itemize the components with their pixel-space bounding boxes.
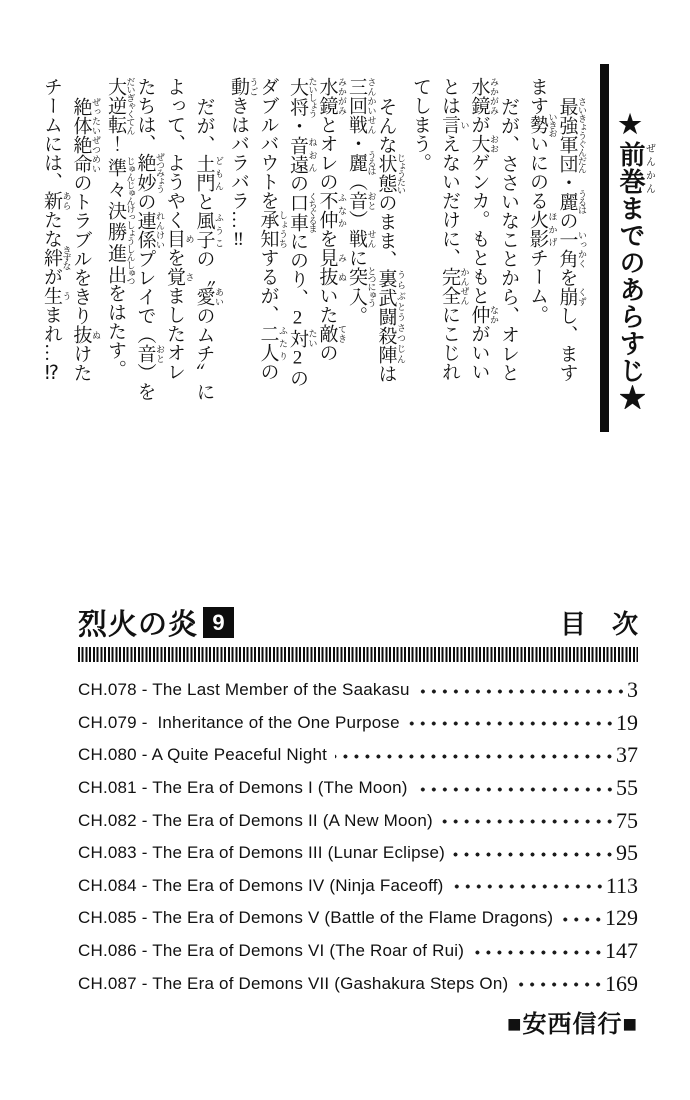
dot-leader — [335, 754, 615, 759]
ruby-word: 勢 いきお — [527, 112, 558, 137]
upright-digit: 2 — [287, 347, 308, 369]
ruby-word: 音遠 ねおん — [287, 135, 318, 174]
dot-leader — [416, 787, 615, 792]
ruby-word: 三回戦 さんかいせん — [346, 77, 377, 134]
chapter-label: CH.087 - The Era of Demons VII (Gashakura Steps On) — [78, 973, 509, 993]
ruby-word: 新 あら — [41, 191, 72, 210]
ruby-word: 不仲 ふなか — [316, 191, 347, 229]
ruby-word: 戦 せん — [346, 229, 377, 248]
synopsis-section — [37, 64, 654, 434]
ruby-word: 音 おと — [346, 191, 377, 210]
ruby-word: 見抜 みぬ — [316, 248, 347, 286]
ruby-word: 生 う — [41, 286, 72, 305]
chapter-label: CH.079 - Inheritance of the One Purpose — [78, 712, 400, 732]
toc-row — [78, 772, 638, 805]
ruby-word: 絆 きずな — [41, 245, 72, 270]
ruby-word: 完全 かんぜん — [439, 267, 470, 305]
ruby-word: 絶妙 ぜつみょう — [134, 152, 165, 193]
ruby-word: 前巻ぜんかん — [616, 141, 655, 195]
ruby-word: 大 おお — [468, 134, 499, 153]
ruby-word: 崩 くず — [556, 287, 587, 306]
toc-row — [78, 935, 638, 968]
chapter-page-number: 147 — [605, 938, 638, 964]
chapter-page-number: 169 — [605, 970, 638, 996]
chapter-label: CH.084 - The Era of Demons IV (Ninja Faceoff) — [78, 875, 444, 895]
stripe-divider — [78, 647, 638, 662]
dot-leader — [561, 917, 604, 922]
ruby-word: 連係 れんけい — [134, 211, 165, 249]
toc-chapter-list — [78, 674, 638, 1000]
ruby-word: 大逆転 だいぎゃくてん — [105, 77, 136, 134]
ruby-word: 突入 とつにゅう — [346, 266, 377, 307]
chapter-page-number: 37 — [616, 742, 638, 768]
toc-section — [78, 600, 638, 1050]
ruby-word: 愛 あい — [193, 287, 224, 306]
series-title: 烈火の炎 — [78, 609, 199, 641]
toc-header — [78, 602, 638, 643]
ruby-word: 口車 くちぐるま — [287, 192, 318, 232]
chapter-label: CH.078 - The Last Member of the Saakasu — [78, 680, 410, 700]
chapter-page-number: 3 — [627, 677, 638, 703]
ruby-word: 対 たい — [287, 328, 318, 348]
dot-leader — [472, 950, 604, 955]
dot-leader — [441, 819, 615, 824]
ruby-word: 敵 てき — [316, 324, 347, 343]
chapter-page-number: 129 — [605, 905, 638, 931]
ruby-word: 麗 うるは — [556, 189, 587, 214]
dot-leader — [453, 852, 615, 857]
chapter-label: CH.085 - The Era of Demons V (Battle of the Flame Dragons) — [78, 908, 554, 928]
ruby-word: 土門 どもん — [193, 154, 224, 192]
ruby-word: 承知 しょうち — [257, 210, 288, 248]
ruby-word: 最強軍団 さいきょうぐんだん — [556, 97, 587, 173]
ruby-word: 大将 たいしょう — [287, 77, 318, 117]
ruby-word: 目 め — [164, 229, 195, 248]
ruby-word: 覚 さ — [164, 267, 195, 286]
dot-leader — [408, 721, 615, 726]
toc-row — [78, 870, 638, 903]
ruby-word: 水鏡 みかがみ — [316, 77, 347, 115]
chapter-page-number: 95 — [616, 840, 638, 866]
dot-leader — [418, 689, 626, 694]
volume-number-badge: 9 — [203, 607, 234, 638]
synopsis-divider-bar — [600, 64, 609, 432]
chapter-label: CH.086 - The Era of Demons VI (The Roar of Rui) — [78, 941, 465, 961]
ruby-word: 水鏡 みかがみ — [468, 77, 499, 115]
ruby-word: 風子 ふうこ — [193, 211, 224, 249]
ruby-word: 音 おと — [134, 344, 165, 363]
toc-heading: 目 次 — [559, 609, 638, 639]
chapter-label: CH.081 - The Era of Demons I (The Moon) — [78, 778, 408, 798]
ruby-word: 仲 なか — [468, 305, 499, 324]
synopsis-paragraph: そんな状態 じょうたいのまま、裏武闘殺陣 うらぶとうさつじんは 三回戦 さんかいせん・麗 うるは（音 おと）戦 せんに突入 とつにゅう。 水鏡 みかがみとオレの不仲 ふなかを見抜 みぬいた敵 てきの 大将 たいしょう・音遠 ねおんの口車 くちぐるまにのり、2対 たい2の ダブルバウトを承知 しょうちするが、二人 ふたりの 動 うごきはバラバラ…‼ — [228, 77, 406, 388]
ruby-word: 抜 ぬ — [70, 325, 101, 344]
ruby-word: 麗 うるは — [346, 150, 377, 175]
chapter-page-number: 55 — [616, 775, 638, 801]
toc-row — [78, 804, 638, 837]
author-credit: ■安西信行■ — [507, 1011, 638, 1038]
chapter-page-number: 113 — [605, 872, 638, 898]
ruby-word: 状態 じょうたい — [375, 153, 406, 194]
synopsis-heading: ★前巻ぜんかんまでのあらすじ★ — [616, 110, 655, 411]
ruby-word: 言 い — [439, 115, 470, 134]
toc-row — [78, 674, 638, 707]
toc-row — [78, 837, 638, 870]
ruby-word: 一角 いっかく — [556, 230, 587, 268]
synopsis-paragraph: だが、ささいなことから、オレと 水鏡 みかがみが大 おおゲンカ。もともと仲 なかがいい とは言 いえないだけに、完全 かんぜんにこじれ てしまう。 — [410, 77, 519, 382]
synopsis-body — [37, 64, 587, 434]
synopsis-paragraph: 最強軍団 さいきょうぐんだん・麗 うるはの一角 いっかくを崩 くずし、ます ます勢 いきおいにのる火影 ほかげチーム。 — [527, 77, 587, 382]
chapter-label: CH.082 - The Era of Demons II (A New Moon) — [78, 810, 433, 830]
dot-leader — [516, 982, 604, 987]
synopsis-paragraph: だが、土門 どもんと風子 ふうこの〝愛 あいのムチ〟に よって、ようやく目 めを覚 さましたオレ たちは、絶妙 ぜつみょうの連係 れんけいプレイで（音 おと）を 大逆転 だいぎゃくてん！ 準々決勝進出 じゅんじゅんけっしょうしんしゅつをはたす。 — [105, 77, 224, 401]
ruby-word: 二人 ふたり — [257, 324, 288, 362]
upright-digit: 2 — [287, 307, 308, 329]
chapter-page-number: 19 — [616, 709, 638, 735]
ruby-word: 動 うご — [228, 77, 259, 96]
ruby-word: 準々決勝進出 じゅんじゅんけっしょうしんしゅつ — [105, 156, 136, 285]
chapter-label: CH.080 - A Quite Peaceful Night — [78, 745, 328, 765]
toc-row — [78, 707, 638, 740]
chapter-page-number: 75 — [616, 807, 638, 833]
ruby-word: 絶体絶命 ぜったいぜつめい — [70, 97, 101, 173]
synopsis-paragraph: 絶体絶命 ぜったいぜつめいのトラブルをきり抜 ぬけた チームには、新 あらたな絆 きずなが生 うまれ…⁉ — [41, 77, 101, 384]
dot-leader — [452, 884, 605, 889]
ruby-word: 火影 ほかげ — [527, 210, 558, 248]
toc-row — [78, 739, 638, 772]
ruby-word: 裏武闘殺陣 うらぶとうさつじん — [375, 269, 406, 364]
toc-row — [78, 967, 638, 1000]
toc-row — [78, 902, 638, 935]
chapter-label: CH.083 - The Era of Demons III (Lunar Eclipse) — [78, 843, 445, 863]
